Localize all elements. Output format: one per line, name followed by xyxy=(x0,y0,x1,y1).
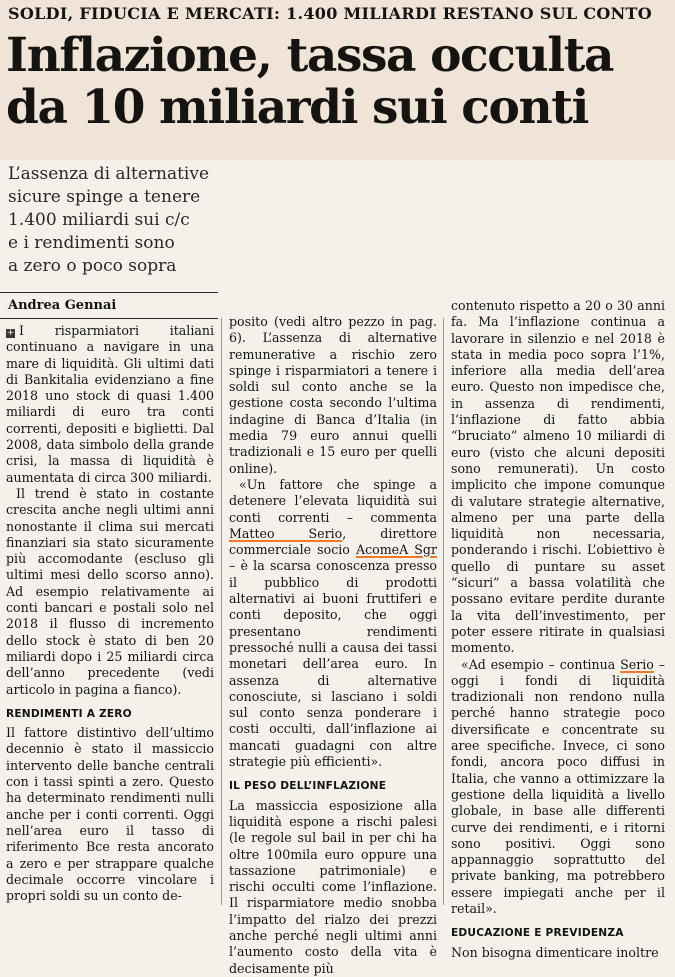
article-column-1 xyxy=(6,323,214,904)
column-divider-1 xyxy=(221,318,222,905)
highlighted-name: Matteo Serio xyxy=(229,525,343,541)
section-heading: IL PESO DELL’INFLAZIONE xyxy=(229,780,387,793)
subhead-line-2: sicure spinge a tenere xyxy=(8,187,201,207)
kicker: SOLDI, FIDUCIA E MERCATI: 1.400 MILIARDI RESTANO SUL CONTO xyxy=(8,4,652,23)
byline-top-rule xyxy=(0,292,218,293)
highlighted-company: AcomeA Sgr xyxy=(355,542,437,558)
subhead-line-5: a zero o poco sopra xyxy=(8,256,177,276)
article-column-3 xyxy=(451,298,665,961)
headline-line-1: Inflazione, tassa occulta xyxy=(6,28,614,83)
section-heading: RENDIMENTI A ZERO xyxy=(6,707,132,720)
byline-bottom-rule xyxy=(0,318,218,319)
quote-paragraph: «Un fattore che spinge a detenere l’elevata liquidità sui conti correnti – commenta Matteo Serio, direttore commerciale socio AcomeA Sgr – è la scarsa conoscenza presso il pubblico di prodotti alternativi ai buoni fruttiferi e conti deposito, che oggi presentano rendimenti pressoché nulli a causa dei tassi monetari dell’area euro. In assenza di alternative conosciute, si lasciano i soldi sul conto senza ponderare i costi occulti, dall’inflazione ai mancati guadagni con altre strategie più efficienti». xyxy=(229,476,437,770)
paragraph: Il trend è stato in costante crescita anche negli ultimi anni nonostante il clima sui mercati finanziari sia stato sicuramente più accomodante (escluso gli ultimi mesi dello scorso anno). Ad esempio relativamente ai conti bancari e postali solo nel 2018 il flusso di incremento dello stock è stato di ben 20 miliardi dopo i 25 miliardi circa dell’anno precedente (vedi articolo in pagina a fianco). xyxy=(6,485,214,697)
subhead-line-4: e i rendimenti sono xyxy=(8,233,175,253)
subheadline xyxy=(8,163,218,278)
author-byline: Andrea Gennai xyxy=(8,298,117,313)
headline xyxy=(6,30,613,134)
square-plus-icon: + xyxy=(6,328,15,338)
paragraph: + I risparmiatori italiani continuano a navigare in una mare di liquidità. Gli ultimi dati di Bankitalia evidenziano a fine 2018 uno stock di quasi 1.400 miliardi di euro tra conti correnti, depositi e biglietti. Dal 2008, data simbolo della grande crisi, la massa di liquidità è aumentata di circa 300 miliardi. xyxy=(6,323,214,485)
paragraph: posito (vedi altro pezzo in pag. 6). L’assenza di alternative remunerative a rischio zero spinge i risparmiatori a tenere i soldi sul conto anche se la gestione costa secondo l’ultima indagine di Banca d’Italia (in media 79 euro annui quelli tradizionali e 15 euro per quelli online). xyxy=(229,314,437,476)
paragraph: La massiccia esposizione alla liquidità espone a rischi palesi (le regole sul bail in per chi ha oltre 100mila euro oppure una tassazione patrimoniale) e rischi occulti come l’inflazione. Il risparmiatore medio snobba l’impatto del rialzo dei prezzi anche perché negli ultimi anni l’aumento costo della vita è decisamente più xyxy=(229,797,437,976)
paragraph: Non bisogna dimenticare inoltre xyxy=(451,944,659,960)
subhead-line-3: 1.400 miliardi sui c/c xyxy=(8,210,190,230)
quote-paragraph: «Ad esempio – continua Serio – oggi i fondi di liquidità tradizionali non rendono nulla perché hanno strategie poco diversificate e concentrate su aree specifiche. Invece, ci sono fondi, ancora poco diffusi in Italia, che vanno a ottimizzare la gestione della liquidità a livello globale, in base alle differenti curve dei rendimenti, e i ritorni sono positivi. Oggi sono appannaggio soprattutto del private banking, ma potrebbero essere impiegati anche per il retail». xyxy=(451,656,665,916)
highlighted-name: Serio xyxy=(620,656,654,672)
headline-line-2: da 10 miliardi sui conti xyxy=(6,80,588,135)
subhead-line-1: L’assenza di alternative xyxy=(8,164,210,184)
article-column-2 xyxy=(229,314,437,977)
column-divider-2 xyxy=(443,318,444,905)
section-heading: EDUCAZIONE E PREVIDENZA xyxy=(451,927,624,940)
paragraph: contenuto rispetto a 20 o 30 anni fa. Ma l’inflazione continua a lavorare in silenzio e nel 2018 è stata in media poco sopra l’1%, inferiore alla media dell’area euro. Questo non impedisce che, in assenza di rendimenti, l’inflazione di fatto abbia “bruciato” almeno 10 miliardi di euro (visto che alcuni depositi sono remunerati). Un costo implicito che impone comunque di valutare strategie alternative, almeno per una parte della liquidità non necessaria, ponderando i rischi. L’obiettivo è quello di puntare su asset “sicuri” a bassa volatilità che possano evitare perdite durante la vita dell’investimento, per poter essere ritirate in qualsiasi momento. xyxy=(451,298,665,656)
article-header-band xyxy=(0,0,675,160)
paragraph: Il fattore distintivo dell’ultimo decennio è stato il massiccio intervento delle banche centrali con i tassi spinti a zero. Questo ha determinato rendimenti nulli anche per i conti correnti. Oggi nell’area euro il tasso di riferimento Bce resta ancorato a zero e per strappare qualche decimale occorre vincolare i propri soldi su un conto de- xyxy=(6,725,214,904)
